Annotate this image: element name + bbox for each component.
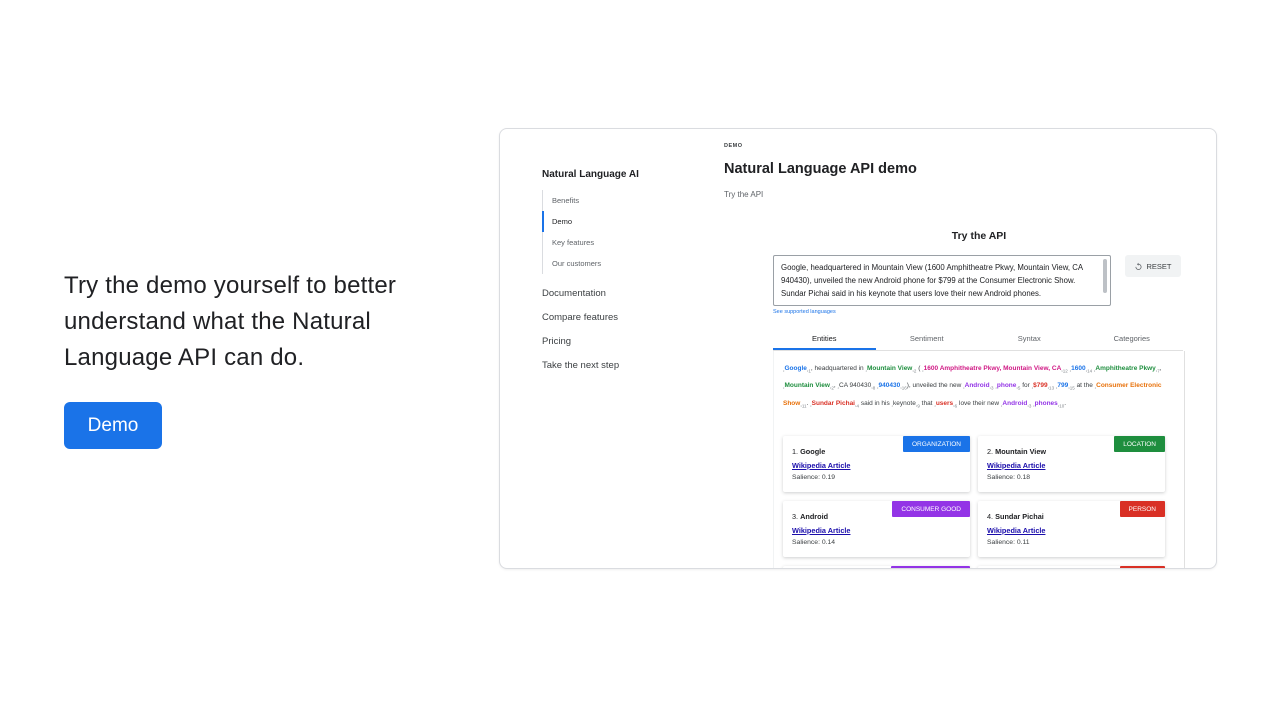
plain-text: . bbox=[806, 399, 811, 407]
nav-item-documentation[interactable]: Documentation bbox=[542, 288, 606, 299]
plain-text: ), unveiled the new bbox=[906, 382, 964, 390]
entity-type-badge bbox=[891, 566, 970, 569]
entity-mention[interactable]: $_‹$Google$_{›1}$ bbox=[783, 365, 811, 374]
plain-text: , bbox=[833, 382, 838, 390]
tab-categories[interactable]: Categories bbox=[1113, 334, 1150, 343]
plain-text: at the bbox=[1074, 382, 1095, 390]
plain-text: for bbox=[1020, 382, 1032, 390]
reset-label: RESET bbox=[1146, 261, 1172, 271]
entity-card bbox=[783, 501, 970, 557]
entity-type-badge: ORGANIZATION bbox=[903, 436, 970, 452]
nav-item-demo[interactable]: Demo bbox=[542, 211, 692, 232]
entity-mention[interactable]: $_‹$phones$_{›10}$ bbox=[1033, 399, 1065, 408]
entity-mention[interactable]: $_‹$Android$_{›3}$ bbox=[1000, 399, 1032, 408]
entity-name: 1. Google bbox=[792, 447, 826, 456]
nav-sub-list bbox=[542, 190, 692, 274]
text-input-value: Google, headquartered in Mountain View (1600 Amphitheatre Pkwy, Mountain View, CA 940430), unveiled the new Android phone for $799 at the Consumer Electronic Show. Sundar Pichai said in his keynote that users love their new Android phones. bbox=[781, 263, 1083, 298]
wikipedia-link[interactable]: Wikipedia Article bbox=[987, 526, 1046, 535]
wikipedia-link[interactable]: Wikipedia Article bbox=[792, 526, 851, 535]
entities-panel bbox=[773, 351, 1185, 569]
nav-item-compare-features[interactable]: Compare features bbox=[542, 312, 619, 323]
entity-mention[interactable]: $_‹$1600 Amphitheatre Pkwy, Mountain View, $CA_{›12}$ bbox=[922, 365, 1068, 374]
entity-mention[interactable]: $_‹$keynote$_{›9}$ bbox=[891, 399, 920, 408]
entity-type-badge: CONSUMER GOOD bbox=[892, 501, 970, 517]
text-input[interactable] bbox=[773, 255, 1111, 306]
entity-name: 2. Mountain View bbox=[987, 447, 1047, 456]
entity-salience: Salience: 0.19 bbox=[792, 474, 836, 481]
entity-type-badge bbox=[1120, 566, 1165, 569]
promo-heading: Try the demo yourself to better understand what the Natural Language API can do. bbox=[64, 272, 397, 371]
entity-mention[interactable]: $_‹$users$_{›6}$ bbox=[934, 399, 958, 408]
entity-mention[interactable]: $_‹$Mountain View$_{›2}$ bbox=[865, 365, 917, 374]
entity-mention[interactable]: $_‹\$799_{›13}$ bbox=[1031, 382, 1055, 391]
entity-name: 3. Android bbox=[792, 512, 829, 521]
reset-button[interactable] bbox=[1125, 255, 1181, 277]
entity-card bbox=[978, 501, 1165, 557]
nav-item-benefits[interactable]: Benefits bbox=[552, 196, 580, 205]
nav-item-pricing[interactable]: Pricing bbox=[542, 336, 572, 347]
plain-text: that bbox=[919, 399, 935, 407]
demo-screenshot bbox=[499, 128, 1217, 569]
plain-text: love their new bbox=[957, 399, 1001, 407]
annotated-text bbox=[783, 361, 1175, 413]
nav-title[interactable]: Natural Language AI bbox=[542, 169, 639, 180]
result-tabs bbox=[773, 329, 1183, 351]
eyebrow: DEMO bbox=[724, 143, 743, 149]
entity-mention[interactable]: $_‹940430_{›16}$ bbox=[877, 382, 907, 391]
nav-item-our-customers[interactable]: Our customers bbox=[552, 259, 602, 268]
entity-name: 4. Sundar Pichai bbox=[987, 512, 1044, 521]
entity-type-badge: LOCATION bbox=[1114, 436, 1165, 452]
nav-item-key-features[interactable]: Key features bbox=[552, 238, 595, 247]
plain-text: ( bbox=[916, 365, 923, 372]
page-title: Natural Language API demo bbox=[724, 161, 917, 177]
plain-text: said in his bbox=[859, 399, 892, 407]
entity-mention[interactable]: $_‹799_{›15}$ bbox=[1055, 382, 1075, 391]
entity-salience: Salience: 0.11 bbox=[987, 539, 1030, 546]
entity-mention[interactable]: $_‹1600_{›14}$ bbox=[1069, 365, 1093, 374]
reset-icon bbox=[1134, 262, 1143, 271]
nav-item-next-step[interactable]: Take the next step bbox=[542, 360, 620, 371]
entity-mention[interactable]: $_‹$Mountain View$_{›2}$ bbox=[783, 382, 834, 391]
tab-sentiment[interactable]: Sentiment bbox=[909, 334, 944, 343]
tab-entities[interactable]: Entities bbox=[773, 329, 876, 350]
page-subtitle: Try the API bbox=[724, 190, 764, 199]
entity-mention[interactable]: $_‹$Amphitheatre Pkwy$_{›7}$ bbox=[1093, 365, 1160, 374]
entity-card bbox=[783, 566, 970, 569]
try-api-title: Try the API bbox=[951, 230, 1007, 242]
textbox-scrollbar[interactable] bbox=[1103, 259, 1107, 293]
entity-type-badge: PERSON bbox=[1120, 501, 1165, 517]
plain-text: , headquartered in bbox=[810, 365, 866, 372]
plain-text: , bbox=[1159, 365, 1162, 372]
entity-card bbox=[978, 566, 1165, 569]
wikipedia-link[interactable]: Wikipedia Article bbox=[792, 461, 851, 470]
wikipedia-link[interactable]: Wikipedia Article bbox=[987, 461, 1046, 470]
entity-mention[interactable]: $_‹$Sundar Pichai$_{›4}$ bbox=[810, 399, 860, 408]
side-nav bbox=[542, 169, 692, 372]
entity-mention[interactable]: $_‹$CA $940430_{›8}$ bbox=[837, 382, 876, 391]
entity-card bbox=[978, 436, 1165, 492]
tab-syntax[interactable]: Syntax bbox=[1017, 334, 1041, 343]
entity-mention[interactable]: $_‹$Consumer Electronic Show$_{›11}$ bbox=[783, 382, 1162, 408]
demo-button[interactable]: Demo bbox=[64, 402, 162, 449]
entity-mention[interactable]: $_‹$Android$_{›3}$ bbox=[963, 382, 994, 391]
entity-salience: Salience: 0.14 bbox=[792, 539, 836, 546]
entity-salience: Salience: 0.18 bbox=[987, 474, 1031, 481]
entity-card bbox=[783, 436, 970, 492]
entity-mention[interactable]: $_‹$phone$_{›5}$ bbox=[995, 382, 1021, 391]
plain-text: . bbox=[1064, 399, 1067, 407]
supported-languages-link[interactable]: See supported languages bbox=[773, 309, 836, 315]
